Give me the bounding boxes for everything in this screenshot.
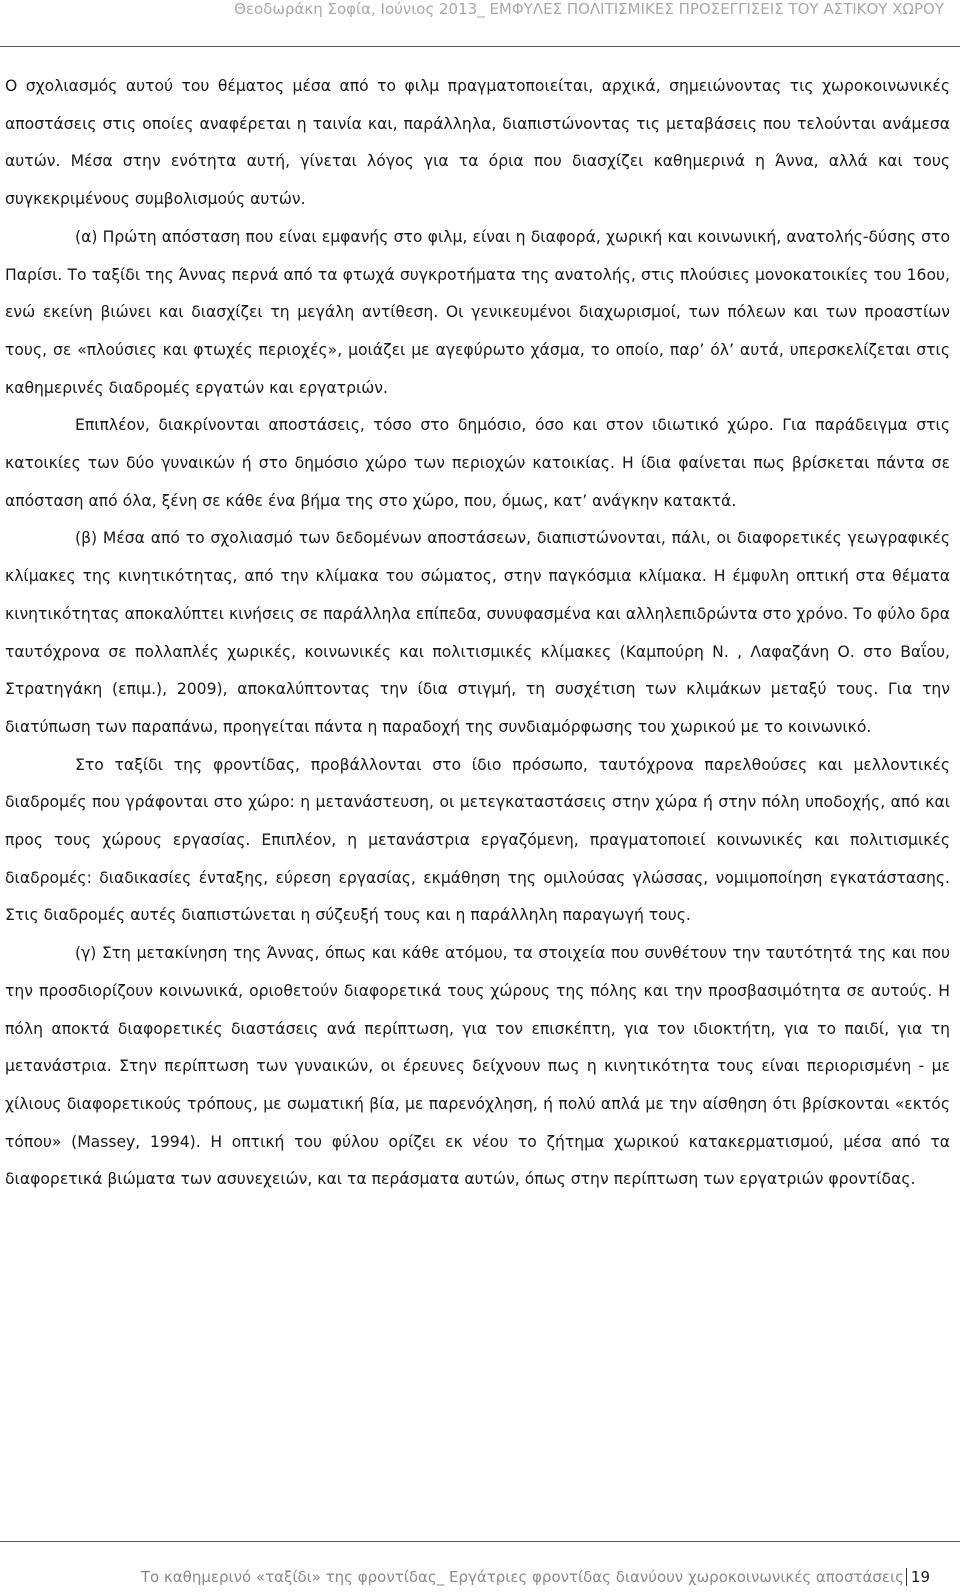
footer-running-title: Το καθημερινό «ταξίδι» της φροντίδας_ Εργάτριες φροντίδας διανύουν χωροκοινωνικές αποστάσεις bbox=[140, 1568, 904, 1586]
footer-divider bbox=[0, 1541, 960, 1542]
paragraph-care-journey: Στο ταξίδι της φροντίδας, προβάλλονται στο ίδιο πρόσωπο, ταυτόχρονα παρελθούσες και μελλοντικές διαδρομές που γράφονται στο χώρο: η μετανάστευση, οι μετεγκαταστάσεις στην χώρα ή στην πόλη υποδοχής, από και προς τους χώρους εργασίας. Επιπλέον, η μετανάστρια εργαζόμενη, πραγματοποιεί κοινωνικές και πολιτισμικές διαδρομές: διαδικασίες ένταξης, εύρεση εργασίας, εκμάθηση της ομιλούσας γλώσσας, νομιμοποίηση εγκατάστασης. Στις διαδρομές αυτές διαπιστώνεται η σύζευξή τους και η παράλληλη παραγωγή τους. bbox=[5, 755, 950, 925]
paragraph-alpha: (α) Πρώτη απόσταση που είναι εμφανής στο φιλμ, είναι η διαφορά, χωρική και κοινωνική, ανατολής-δύσης στο Παρίσι. Το ταξίδι της Άννας περνά από τα φτωχά συγκροτήματα της ανατολής, στις πλούσιες μονοκατοικίες του 16ου, ενώ εκείνη βιώνει και διασχίζει τη μεγάλη αντίθεση. Οι γενικευμένοι διαχωρισμοί, των πόλεων και των προαστίων τους, σε «πλούσιες και φτωχές περιοχές», μοιάζει με αγεφύρωτο χάσμα, το οποίο, παρ’ όλ’ αυτά, υπερσκελίζεται στις καθημερινές διαδρομές εργατών και εργατριών. bbox=[5, 227, 950, 397]
header-divider bbox=[0, 46, 960, 47]
page-header bbox=[0, 0, 944, 20]
paragraph-distances: Επιπλέον, διακρίνονται αποστάσεις, τόσο στο δημόσιο, όσο και στον ιδιωτικό χώρο. Για παράδειγμα στις κατοικίες των δύο γυναικών ή στο δημόσιο χώρο των περιοχών κατοικίας. Η ίδια φαίνεται πως βρίσκεται πάντα σε απόσταση από όλα, ξένη σε κάθε ένα βήμα της στο χώρο, που, όμως, κατ’ ανάγκην κατακτά. bbox=[5, 416, 950, 510]
page-footer bbox=[0, 1568, 930, 1592]
paragraph-beta: (β) Μέσα από το σχολιασμό των δεδομένων αποστάσεων, διαπιστώνονται, πάλι, οι διαφορετικές γεωγραφικές κλίμακες της κινητικότητας, από την κλίμακα του σώματος, στην παγκόσμια κλίμακα. Η έμφυλη οπτική στα θέματα κινητικότητας αποκαλύπτει κινήσεις σε παράλληλα επίπεδα, συνυφασμένα και αλληλεπιδρώντα στο χρόνο. Το φύλο δρα ταυτόχρονα σε πολλαπλές χωρικές, κοινωνικές και πολιτισμικές κλίμακες (Καμπούρη Ν. , Λαφαζάνη Ο. στο Βαΐου, Στρατηγάκη (επιμ.), 2009), αποκαλύπτοντας την ίδια στιγμή, τη συσχέτιση των κλιμάκων μεταξύ τους. Για την διατύπωση των παραπάνω, προηγείται πάντα η παραδοχή της συνδιαμόρφωσης του χωρικού με το κοινωνικό. bbox=[5, 529, 950, 736]
header-running-title: Θεοδωράκη Σοφία, Ιούνιος 2013_ ΕΜΦΥΛΕΣ ΠΟΛΙΤΙΣΜΙΚΕΣ ΠΡΟΣΕΓΓΙΣΕΙΣ ΤΟΥ ΑΣΤΙΚΟΥ ΧΩΡΟΥ bbox=[234, 0, 944, 18]
page-number: 19 bbox=[906, 1568, 930, 1586]
paragraph-gamma: (γ) Στη μετακίνηση της Άννας, όπως και κάθε ατόμου, τα στοιχεία που συνθέτουν την ταυτότητά της και που την προσδιορίζουν κοινωνικά, οριοθετούν διαφορετικά τους χώρους της πόλης και την προσβασιμότητα σε αυτούς. Η πόλη αποκτά διαφορετικές διαστάσεις ανά περίπτωση, για τον επισκέπτη, για τον ιδιοκτήτη, για το παιδί, για τη μετανάστρια. Στην περίπτωση των γυναικών, οι έρευνες δείχνουν πως η κινητικότητα τους είναι περιορισμένη - με χίλιους διαφορετικούς τρόπους, με σωματική βία, με παρενόχληση, ή πολύ απλά με την αίσθηση ότι βρίσκονται «εκτός τόπου» (Massey, 1994). Η οπτική του φύλου ορίζει εκ νέου το ζήτημα χωρικού κατακερματισμού, μέσα από τα διαφορετικά βιώματα των ασυνεχειών, και τα περάσματα αυτών, όπως στην περίπτωση των εργατριών φροντίδας. bbox=[5, 944, 950, 1189]
body-text bbox=[5, 68, 950, 1199]
paragraph-intro: Ο σχολιασμός αυτού του θέματος μέσα από το φιλμ πραγματοποιείται, αρχικά, σημειώνοντας τις χωροκοινωνικές αποστάσεις στις οποίες αναφέρεται η ταινία και, παράλληλα, διαπιστώνοντας τις μεταβάσεις που τελούνται ανάμεσα αυτών. Μέσα στην ενότητα αυτή, γίνεται λόγος για τα όρια που διασχίζει καθημερινά η Άννα, αλλά και τους συγκεκριμένους συμβολισμούς αυτών. bbox=[5, 77, 950, 209]
